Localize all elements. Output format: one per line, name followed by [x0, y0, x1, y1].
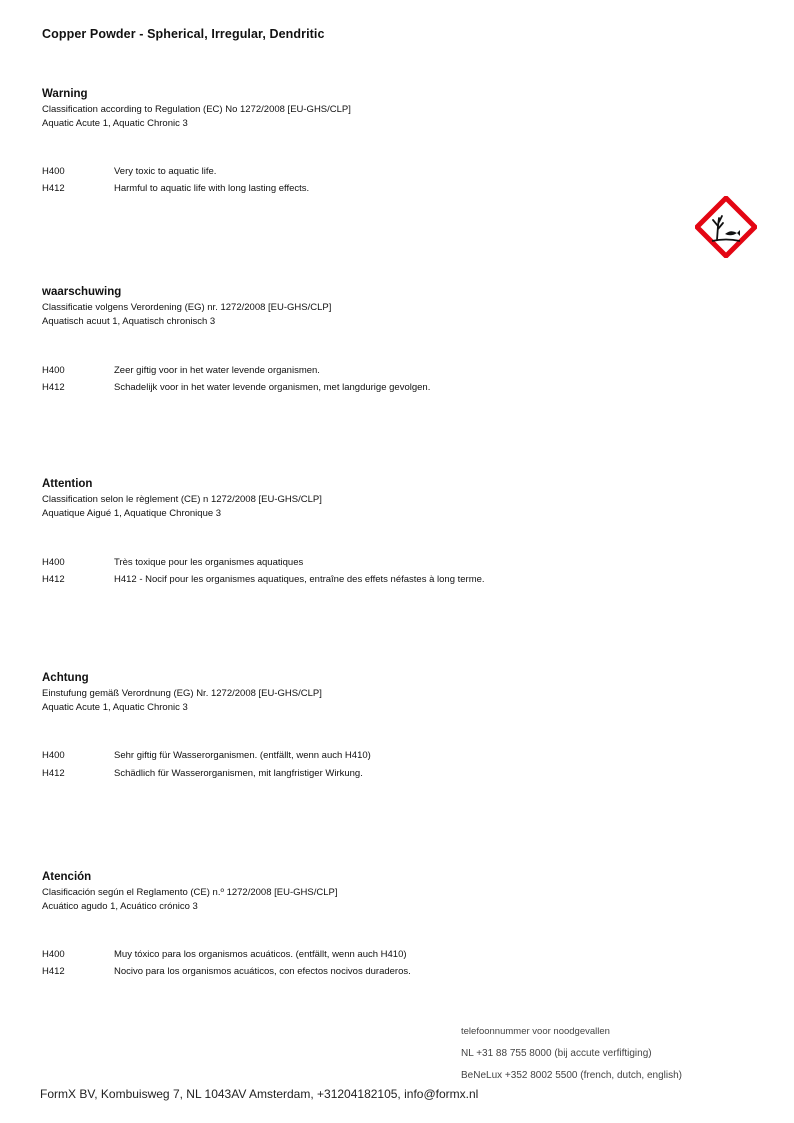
categories-line: Aquatique Aigué 1, Aquatique Chronique 3: [42, 508, 222, 519]
hazard-code: H400: [42, 557, 65, 568]
categories-line: Aquatic Acute 1, Aquatic Chronic 3: [42, 118, 188, 129]
hazard-text: Very toxic to aquatic life.: [114, 166, 217, 177]
section-es: [42, 871, 682, 977]
classification-line: Einstufung gemäß Verordnung (EG) Nr. 1272/2008 [EU-GHS/CLP]: [42, 688, 322, 699]
categories-line: Aquatic Acute 1, Aquatic Chronic 3: [42, 702, 188, 713]
hazard-text: Muy tóxico para los organismos acuáticos. (entfällt, wenn auch H410): [114, 949, 407, 960]
hazard-code: H400: [42, 365, 65, 376]
section-fr: [42, 478, 682, 585]
section-nl: [42, 286, 682, 393]
classification-line: Classification selon le règlement (CE) n 1272/2008 [EU-GHS/CLP]: [42, 494, 322, 505]
signal-word: Attention: [42, 478, 93, 490]
classification-line: Classificatie volgens Verordening (EG) nr. 1272/2008 [EU-GHS/CLP]: [42, 302, 332, 313]
hazard-text: Zeer giftig voor in het water levende organismen.: [114, 365, 320, 376]
hazard-code: H400: [42, 750, 65, 761]
classification-line: Clasificación según el Reglamento (CE) n.º 1272/2008 [EU-GHS/CLP]: [42, 887, 338, 898]
hazard-code: H400: [42, 166, 65, 177]
hazard-code: H412: [42, 183, 65, 194]
hazard-text: Schädlich für Wasserorganismen, mit langfristiger Wirkung.: [114, 768, 363, 779]
hazard-code: H412: [42, 768, 65, 779]
document-title: Copper Powder - Spherical, Irregular, Dendritic: [42, 27, 325, 41]
signal-word: waarschuwing: [42, 286, 122, 298]
company-footer: FormX BV, Kombuisweg 7, NL 1043AV Amsterdam, +31204182105, info@formx.nl: [40, 1087, 479, 1101]
signal-word: Atención: [42, 871, 92, 883]
emergency-phone-nl: NL +31 88 755 8000 (bij accute verfiftiging): [461, 1048, 652, 1059]
emergency-phone-benelux: BeNeLux +352 8002 5500 (french, dutch, english): [461, 1070, 682, 1081]
section-de: [42, 672, 682, 779]
emergency-label: telefoonnummer voor noodgevallen: [461, 1026, 610, 1037]
classification-line: Classification according to Regulation (EC) No 1272/2008 [EU-GHS/CLP]: [42, 104, 351, 115]
hazard-text: H412 - Nocif pour les organismes aquatiques, entraîne des effets néfastes à long terme.: [114, 574, 485, 585]
signal-word: Achtung: [42, 672, 89, 684]
hazard-text: Sehr giftig für Wasserorganismen. (entfällt, wenn auch H410): [114, 750, 371, 761]
categories-line: Acuático agudo 1, Acuático crónico 3: [42, 901, 198, 912]
hazard-code: H412: [42, 966, 65, 977]
hazard-code: H412: [42, 574, 65, 585]
section-en: [42, 88, 682, 194]
hazard-text: Harmful to aquatic life with long lasting effects.: [114, 183, 310, 194]
signal-word: Warning: [42, 88, 88, 100]
hazard-text: Très toxique pour les organismes aquatiques: [114, 557, 304, 568]
hazard-code: H412: [42, 382, 65, 393]
hazard-text: Schadelijk voor in het water levende organismen, met langdurige gevolgen.: [114, 382, 431, 393]
hazard-code: H400: [42, 949, 65, 960]
ghs09-environment-icon: [695, 196, 757, 258]
categories-line: Aquatisch acuut 1, Aquatisch chronisch 3: [42, 316, 216, 327]
hazard-text: Nocivo para los organismos acuáticos, con efectos nocivos duraderos.: [114, 966, 411, 977]
